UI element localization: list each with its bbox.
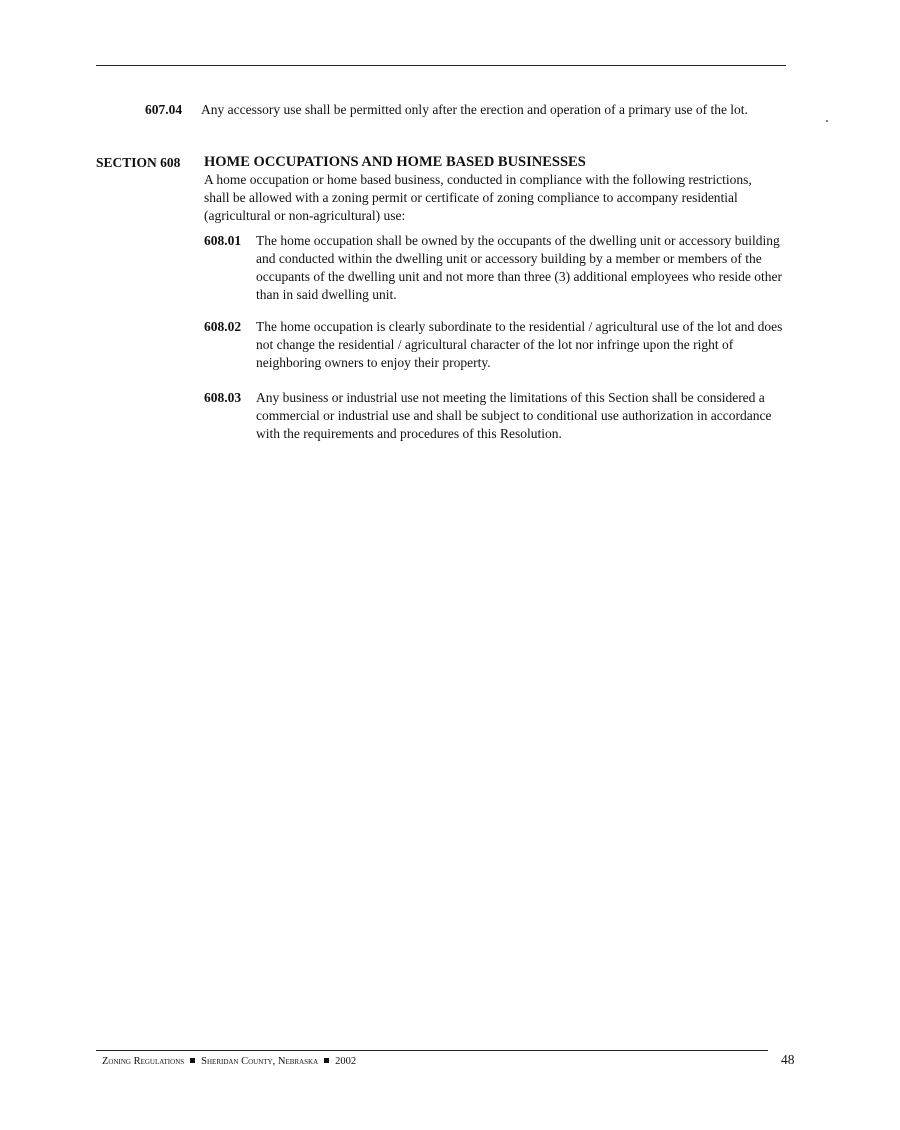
footer-county: Sheridan County, Nebraska <box>201 1056 319 1067</box>
section-607-04-text: Any accessory use shall be permitted only after the erection and operation of a primary use of the lot. <box>201 102 748 117</box>
footer-separator-icon <box>190 1058 195 1063</box>
footer-document-title: Zoning Regulations <box>102 1056 185 1067</box>
section-608-intro: A home occupation or home based business, conducted in compliance with the following restrictions, shall be allowed with a zoning permit or certificate of zoning compliance to accompany residential (agricultural or non-agricultural) use: <box>204 172 752 223</box>
subsection-608-01-number: 608.01 <box>204 233 242 248</box>
footer-year: 2002 <box>335 1056 357 1067</box>
section-608-label: SECTION 608 <box>96 155 181 170</box>
page-number: 48 <box>781 1052 795 1067</box>
subsection-608-03-number: 608.03 <box>204 390 242 405</box>
subsection-608-02-text: The home occupation is clearly subordinate to the residential / agricultural use of the lot and does not change the residential / agricultural character of the lot nor infringe upon the right of neighboring owners to enjoy their property. <box>256 319 783 370</box>
scan-speck <box>826 120 828 122</box>
top-rule <box>96 65 786 66</box>
section-608-heading: HOME OCCUPATIONS AND HOME BASED BUSINESSES <box>204 154 586 170</box>
page-footer <box>102 1055 356 1069</box>
footer-separator-icon <box>324 1058 329 1063</box>
subsection-608-03-text: Any business or industrial use not meeting the limitations of this Section shall be considered a commercial or industrial use and shall be subject to conditional use authorization in accordance with the requirements and procedures of this Resolution. <box>256 390 772 441</box>
section-607-04-number: 607.04 <box>145 102 183 117</box>
footer-rule <box>96 1050 768 1051</box>
subsection-608-01-text: The home occupation shall be owned by the occupants of the dwelling unit or accessory building and conducted within the dwelling unit or accessory building by a member or members of the occupants of the dwelling unit and not more than three (3) additional employees who reside other than in said dwelling unit. <box>256 233 782 302</box>
subsection-608-02-number: 608.02 <box>204 319 242 334</box>
